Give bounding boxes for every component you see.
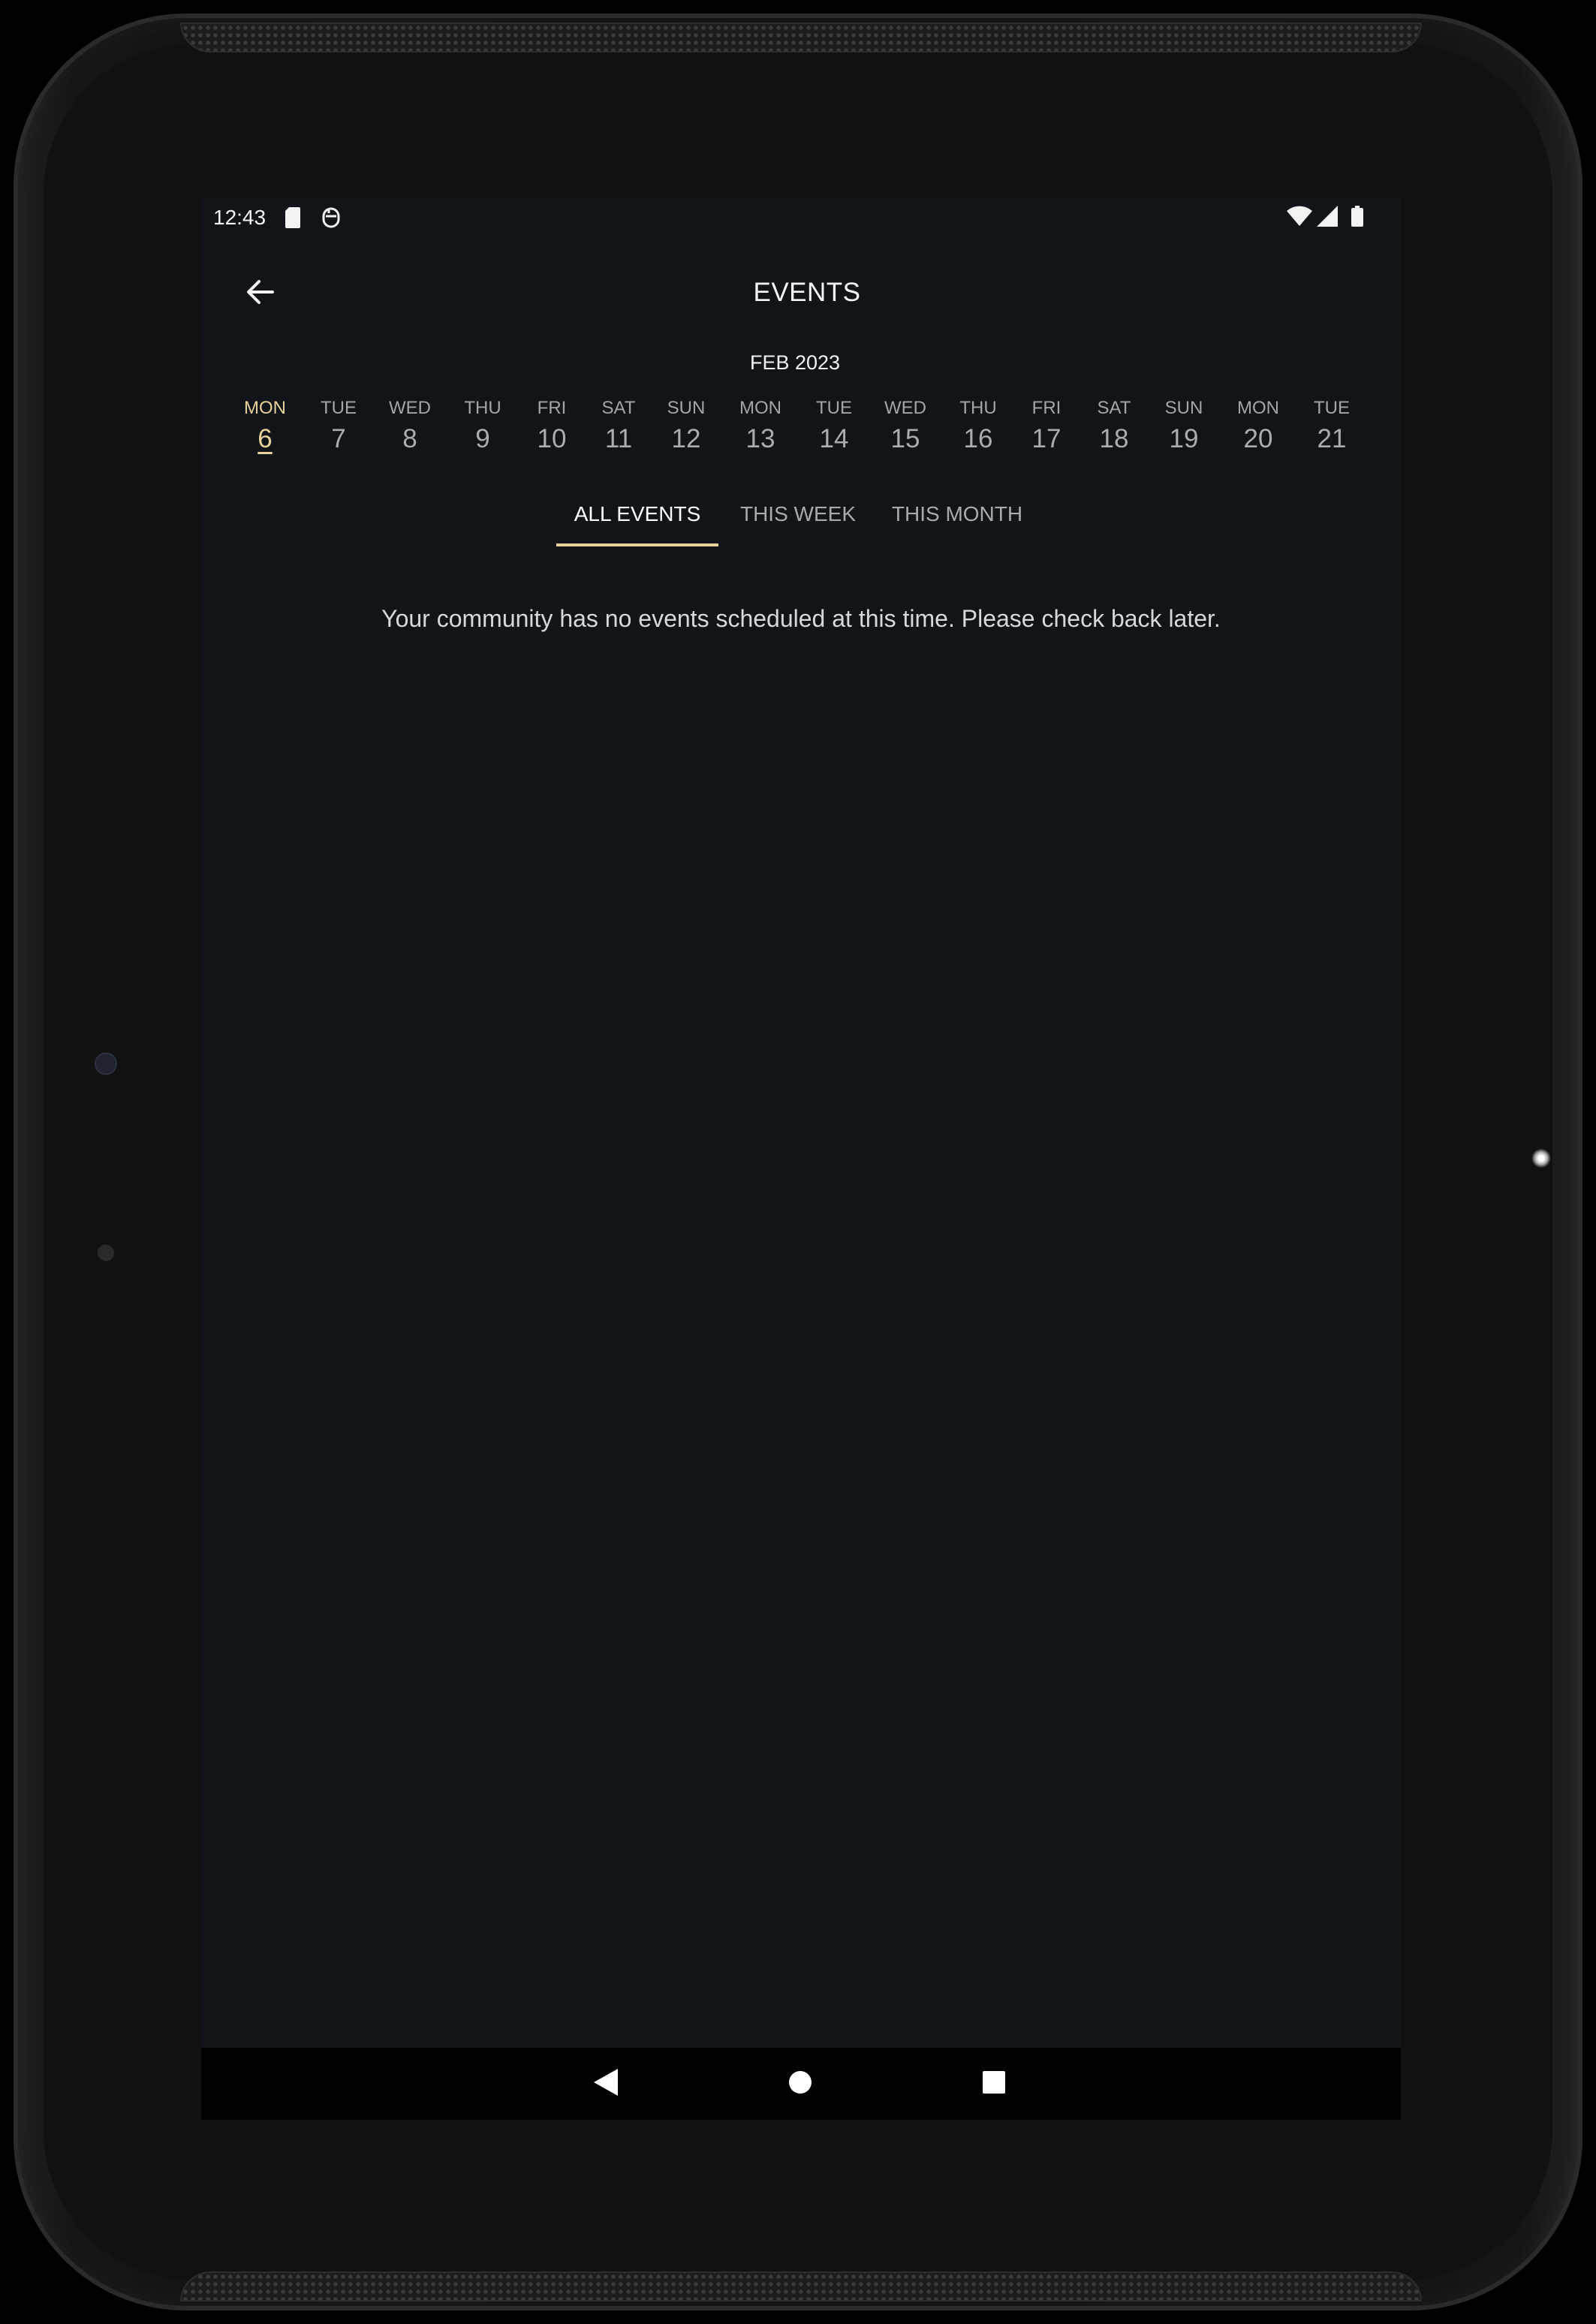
calendar-day[interactable] — [305, 398, 372, 456]
calendar-day-of-week: SAT — [1097, 398, 1131, 418]
calendar-day[interactable] — [800, 398, 868, 456]
calendar-day-of-week: SUN — [667, 398, 706, 418]
calendar-day[interactable] — [1013, 398, 1080, 456]
calendar-day-of-week: THU — [464, 398, 501, 418]
calendar-day[interactable] — [1080, 398, 1148, 456]
calendar-day[interactable] — [872, 398, 939, 456]
notification-light — [1531, 1148, 1551, 1168]
calendar-day-number: 15 — [890, 424, 920, 453]
calendar-day[interactable] — [1224, 398, 1292, 456]
nav-recents-icon — [983, 2071, 1005, 2097]
calendar-day-number: 20 — [1243, 424, 1273, 453]
calendar-day-number: 6 — [257, 424, 273, 453]
nav-home-button[interactable] — [782, 2066, 818, 2102]
tab-this-week[interactable]: THIS WEEK — [739, 502, 856, 525]
calendar-day-number: 8 — [402, 424, 417, 453]
calendar-day-of-week: MON — [739, 398, 781, 418]
calendar-day-number: 11 — [604, 424, 633, 453]
calendar-day-number: 14 — [819, 424, 849, 453]
cellular-signal-icon — [1317, 206, 1338, 232]
app-notification-icon — [321, 207, 341, 228]
month-label: FEB 2023 — [749, 351, 841, 374]
calendar-day[interactable] — [1298, 398, 1366, 456]
app-bar — [201, 239, 1401, 348]
calendar-day[interactable] — [449, 398, 516, 456]
calendar-day-of-week: TUE — [816, 398, 852, 418]
nav-back-icon — [594, 2069, 619, 2100]
tab-all-events[interactable]: ALL EVENTS — [556, 491, 718, 546]
wifi-icon — [1287, 206, 1312, 232]
status-bar — [201, 198, 1401, 239]
event-filter-tabs — [201, 491, 1401, 558]
calendar-strip — [234, 398, 1383, 458]
sd-card-icon — [285, 207, 300, 228]
app-screen — [201, 198, 1401, 2120]
battery-icon — [1351, 206, 1363, 232]
calendar-day-of-week: WED — [389, 398, 431, 418]
calendar-day-number: 12 — [671, 424, 701, 453]
calendar-day-of-week: FRI — [1031, 398, 1061, 418]
calendar-day-of-week: SUN — [1164, 398, 1203, 418]
calendar-day-number: 18 — [1099, 424, 1129, 453]
calendar-day-of-week: SAT — [601, 398, 636, 418]
calendar-day-number: 13 — [745, 424, 775, 453]
calendar-day[interactable] — [376, 398, 444, 456]
tab-this-month[interactable]: THIS MONTH — [891, 502, 1023, 525]
calendar-day[interactable] — [518, 398, 586, 456]
calendar-day-of-week: MON — [1237, 398, 1279, 418]
nav-back-button[interactable] — [589, 2066, 625, 2102]
calendar-day-number: 16 — [963, 424, 993, 453]
calendar-day-number: 9 — [475, 424, 490, 453]
calendar-day[interactable] — [231, 398, 299, 456]
proximity-sensor — [98, 1245, 114, 1261]
calendar-day[interactable] — [585, 398, 652, 456]
page-title: EVENTS — [753, 278, 861, 307]
calendar-day-of-week: TUE — [321, 398, 357, 418]
calendar-day-of-week: FRI — [537, 398, 567, 418]
calendar-day-number: 7 — [331, 424, 346, 453]
calendar-day-of-week: TUE — [1314, 398, 1350, 418]
bottom-speaker-grille — [180, 2271, 1422, 2301]
calendar-day-of-week: MON — [244, 398, 286, 418]
calendar-day[interactable] — [727, 398, 794, 456]
empty-events-message: Your community has no events scheduled at this time. Please check back later. — [381, 605, 1221, 632]
front-camera — [95, 1052, 117, 1075]
calendar-day-number: 10 — [537, 424, 567, 453]
nav-recents-button[interactable] — [976, 2066, 1012, 2102]
calendar-day-number: 21 — [1317, 424, 1347, 453]
status-right-icons — [1287, 207, 1363, 230]
calendar-day[interactable] — [1150, 398, 1218, 456]
calendar-day-of-week: WED — [884, 398, 926, 418]
calendar-day-number: 17 — [1031, 424, 1061, 453]
calendar-day[interactable] — [652, 398, 720, 456]
top-speaker-grille — [180, 23, 1422, 53]
nav-home-icon — [788, 2070, 812, 2098]
calendar-day[interactable] — [944, 398, 1012, 456]
calendar-day-number: 19 — [1169, 424, 1199, 453]
system-navigation-bar — [201, 2048, 1401, 2120]
calendar-day-of-week: THU — [959, 398, 997, 418]
status-time: 12:43 — [213, 206, 267, 229]
